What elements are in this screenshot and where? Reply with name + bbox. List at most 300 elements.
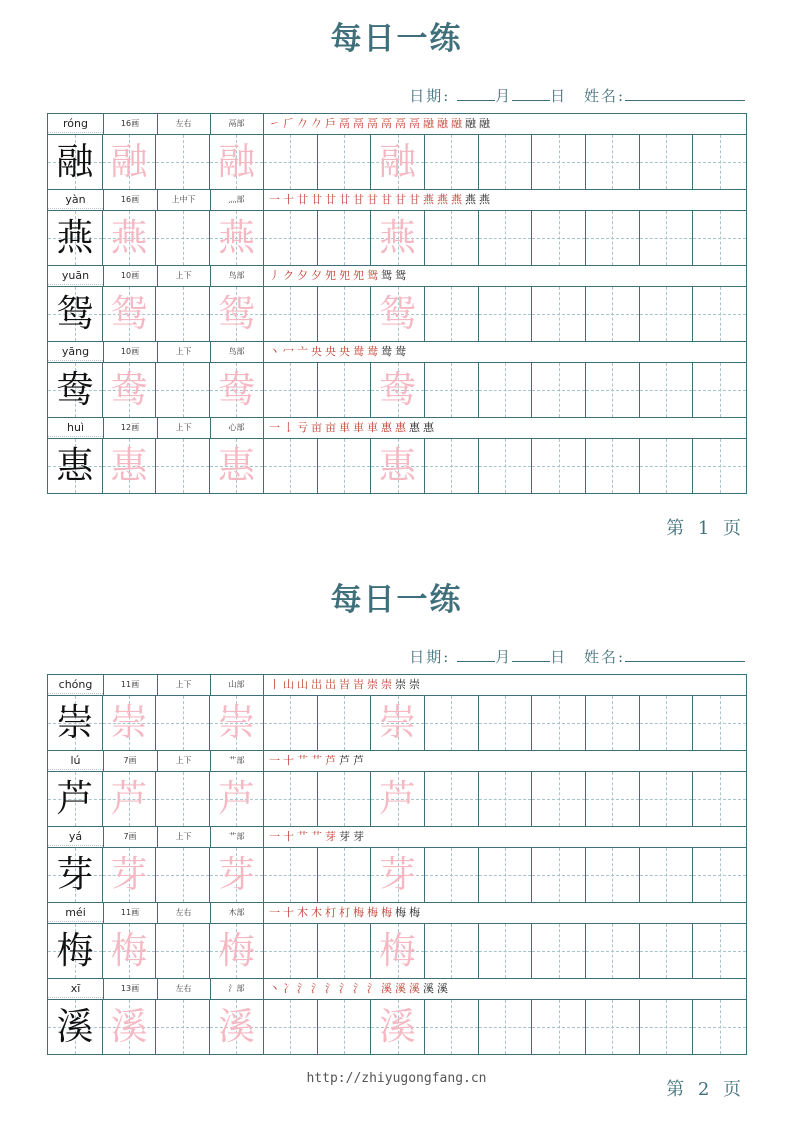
writing-box[interactable] — [478, 1000, 532, 1054]
writing-box[interactable] — [317, 363, 371, 417]
stroke-order-step: 鬲 — [409, 117, 420, 130]
stroke-order-step: 甘 — [367, 193, 378, 206]
writing-box[interactable] — [263, 287, 317, 341]
writing-box[interactable] — [317, 1000, 371, 1054]
stroke-order-step: 鬲 — [381, 117, 392, 130]
writing-box[interactable] — [370, 772, 424, 826]
stroke-order-step: 甘 — [381, 193, 392, 206]
column-divider — [103, 342, 104, 362]
writing-box[interactable] — [102, 287, 156, 341]
stroke-order-step: 亩 — [325, 421, 336, 434]
stroke-order-step: 梅 — [381, 906, 392, 919]
pinyin-label: lú — [48, 751, 103, 770]
trace-character: 鸯 — [217, 368, 255, 411]
pinyin-label: yuān — [48, 266, 103, 285]
writing-box[interactable] — [478, 772, 532, 826]
stroke-order-step: 艹 — [297, 830, 308, 843]
writing-box[interactable] — [478, 848, 532, 902]
column-divider — [210, 114, 211, 134]
writing-box[interactable] — [478, 211, 532, 265]
character-info-row — [48, 750, 746, 771]
writing-box[interactable] — [155, 1000, 209, 1054]
writing-box[interactable] — [639, 363, 693, 417]
stroke-order-step: 鬲 — [353, 117, 364, 130]
stroke-order-sequence — [269, 979, 451, 999]
writing-box[interactable] — [317, 924, 371, 978]
model-character: 梅 — [56, 929, 94, 972]
writing-box[interactable] — [692, 772, 746, 826]
writing-box[interactable] — [478, 439, 532, 493]
writing-box[interactable] — [478, 287, 532, 341]
writing-box[interactable] — [692, 363, 746, 417]
stroke-order-step: 氵 — [339, 982, 350, 995]
month-label: 月 — [495, 87, 513, 105]
character-info-row — [48, 417, 746, 438]
writing-box[interactable] — [424, 924, 478, 978]
writing-box[interactable] — [155, 439, 209, 493]
radical-label: 艹部 — [228, 756, 245, 765]
stroke-order-step: 惠 — [381, 421, 392, 434]
radical-label: 灬部 — [228, 195, 245, 204]
column-divider — [210, 418, 211, 438]
writing-box[interactable] — [263, 439, 317, 493]
radical-label: 木部 — [228, 908, 245, 917]
stroke-order-step: 亏 — [297, 421, 308, 434]
model-character-box — [48, 287, 102, 341]
writing-box[interactable] — [531, 363, 585, 417]
structure-label: 上下 — [175, 680, 192, 689]
stroke-order-step: 夕 — [311, 269, 322, 282]
stroke-order-step: 融 — [437, 117, 448, 130]
stroke-order-step: 融 — [465, 117, 476, 130]
day-blank — [512, 86, 550, 101]
stroke-count: 16画 — [120, 195, 140, 204]
stroke-order-step: 夗 — [339, 269, 350, 282]
writing-box[interactable] — [370, 696, 424, 750]
stroke-order-step: 冖 — [283, 345, 294, 358]
stroke-count: 7画 — [123, 756, 137, 765]
trace-character: 燕 — [379, 216, 417, 259]
writing-box[interactable] — [263, 696, 317, 750]
stroke-order-step: 山 — [297, 678, 308, 691]
model-character-box — [48, 696, 102, 750]
worksheet-title: 每日一练 — [330, 582, 463, 618]
column-divider — [210, 751, 211, 771]
column-divider — [103, 190, 104, 210]
trace-character: 溪 — [217, 1005, 255, 1048]
stroke-order-step: 芽 — [325, 830, 336, 843]
writing-box[interactable] — [317, 211, 371, 265]
stroke-order-step: 惠 — [423, 421, 434, 434]
writing-box-row — [48, 999, 746, 1054]
writing-box[interactable] — [155, 848, 209, 902]
column-divider — [210, 675, 211, 695]
writing-box[interactable] — [155, 696, 209, 750]
column-divider — [157, 266, 158, 286]
practice-grid — [47, 113, 747, 494]
worksheet-title: 每日一练 — [330, 21, 463, 57]
writing-box[interactable] — [102, 772, 156, 826]
model-character-box — [48, 848, 102, 902]
writing-box[interactable] — [424, 772, 478, 826]
writing-box[interactable] — [155, 772, 209, 826]
column-divider — [157, 827, 158, 847]
radical-label: 鬲部 — [228, 119, 245, 128]
writing-box[interactable] — [424, 211, 478, 265]
stroke-count: 12画 — [120, 423, 140, 432]
writing-box[interactable] — [370, 363, 424, 417]
writing-box[interactable] — [531, 211, 585, 265]
writing-box[interactable] — [692, 287, 746, 341]
writing-box[interactable] — [317, 848, 371, 902]
stroke-order-step: 融 — [451, 117, 462, 130]
writing-box[interactable] — [585, 287, 639, 341]
writing-box[interactable] — [102, 211, 156, 265]
trace-character: 燕 — [110, 216, 148, 259]
writing-box[interactable] — [585, 924, 639, 978]
structure-label: 上下 — [175, 347, 192, 356]
column-divider — [157, 903, 158, 923]
writing-box[interactable] — [585, 135, 639, 189]
writing-box[interactable] — [478, 696, 532, 750]
column-divider — [210, 979, 211, 999]
column-divider — [157, 979, 158, 999]
stroke-count: 10画 — [120, 347, 140, 356]
stroke-order-step: 惠 — [395, 421, 406, 434]
stroke-order-step: 亩 — [311, 421, 322, 434]
stroke-order-step: 十 — [283, 830, 294, 843]
column-divider — [210, 342, 211, 362]
stroke-order-step: 梅 — [353, 906, 364, 919]
stroke-order-step: 氵 — [367, 982, 378, 995]
writing-box[interactable] — [424, 135, 478, 189]
writing-box[interactable] — [585, 772, 639, 826]
pinyin-label: huì — [48, 418, 103, 437]
day-blank — [512, 647, 550, 662]
writing-box[interactable] — [209, 287, 263, 341]
writing-box[interactable] — [424, 439, 478, 493]
stroke-order-step: 崇 — [367, 678, 378, 691]
writing-box[interactable] — [209, 135, 263, 189]
stroke-order-step: 鸯 — [367, 345, 378, 358]
writing-box[interactable] — [155, 135, 209, 189]
writing-box[interactable] — [692, 439, 746, 493]
writing-box[interactable] — [370, 439, 424, 493]
stroke-order-step: 艹 — [297, 754, 308, 767]
trace-character: 梅 — [110, 929, 148, 972]
writing-box[interactable] — [155, 924, 209, 978]
stroke-order-sequence — [269, 342, 409, 362]
writing-box[interactable] — [585, 1000, 639, 1054]
model-character: 芽 — [56, 853, 94, 896]
writing-box-row — [48, 286, 746, 341]
writing-box[interactable] — [478, 135, 532, 189]
writing-box[interactable] — [692, 924, 746, 978]
trace-character: 溪 — [110, 1005, 148, 1048]
stroke-order-step: 融 — [423, 117, 434, 130]
stroke-order-step: 𠂊 — [297, 117, 308, 130]
writing-box[interactable] — [263, 1000, 317, 1054]
trace-character: 惠 — [217, 444, 255, 487]
date-label: 日期: — [409, 87, 451, 105]
writing-box[interactable] — [639, 211, 693, 265]
writing-box[interactable] — [155, 211, 209, 265]
source-url[interactable]: http://zhiyugongfang.cn — [306, 1071, 487, 1086]
writing-box[interactable] — [102, 924, 156, 978]
writing-box[interactable] — [317, 287, 371, 341]
writing-box[interactable] — [531, 848, 585, 902]
model-character: 溪 — [56, 1005, 94, 1048]
model-character-box — [48, 439, 102, 493]
stroke-order-step: 岀 — [311, 678, 322, 691]
writing-box[interactable] — [639, 696, 693, 750]
trace-character: 溪 — [379, 1005, 417, 1048]
pinyin-label: chóng — [48, 675, 103, 694]
writing-box[interactable] — [531, 1000, 585, 1054]
writing-box[interactable] — [424, 696, 478, 750]
stroke-order-step: 車 — [353, 421, 364, 434]
writing-box[interactable] — [639, 1000, 693, 1054]
stroke-order-step: 木 — [311, 906, 322, 919]
writing-box[interactable] — [155, 287, 209, 341]
column-divider — [263, 675, 264, 695]
model-character-box — [48, 1000, 102, 1054]
trace-character: 鸳 — [110, 292, 148, 335]
month-blank — [457, 647, 495, 662]
writing-box[interactable] — [424, 1000, 478, 1054]
model-character: 惠 — [56, 444, 94, 487]
model-character-box — [48, 211, 102, 265]
stroke-order-step: 山 — [283, 678, 294, 691]
structure-label: 左右 — [175, 984, 192, 993]
stroke-order-step: 央 — [325, 345, 336, 358]
stroke-order-step: 氵 — [325, 982, 336, 995]
stroke-order-step: 燕 — [423, 193, 434, 206]
writing-box[interactable] — [263, 363, 317, 417]
name-label: 姓名: — [583, 648, 625, 666]
writing-box[interactable] — [209, 1000, 263, 1054]
stroke-order-step: 夗 — [325, 269, 336, 282]
model-character: 崇 — [56, 701, 94, 744]
writing-box[interactable] — [209, 211, 263, 265]
writing-box[interactable] — [531, 135, 585, 189]
stroke-order-step: 車 — [339, 421, 350, 434]
stroke-order-step: 氵 — [353, 982, 364, 995]
pinyin-label: méi — [48, 903, 103, 922]
stroke-order-step: 一 — [269, 421, 280, 434]
stroke-order-step: 鬲 — [395, 117, 406, 130]
writing-box[interactable] — [639, 848, 693, 902]
writing-box[interactable] — [531, 439, 585, 493]
writing-box[interactable] — [370, 287, 424, 341]
writing-box[interactable] — [102, 363, 156, 417]
writing-box[interactable] — [585, 696, 639, 750]
trace-character: 鸳 — [379, 292, 417, 335]
column-divider — [210, 266, 211, 286]
writing-box[interactable] — [263, 135, 317, 189]
model-character-box — [48, 363, 102, 417]
stroke-order-step: 戶 — [325, 117, 336, 130]
writing-box[interactable] — [370, 211, 424, 265]
stroke-order-step: 廿 — [311, 193, 322, 206]
stroke-order-step: 鬲 — [339, 117, 350, 130]
structure-label: 左右 — [175, 119, 192, 128]
writing-box-row — [48, 210, 746, 265]
writing-box[interactable] — [102, 848, 156, 902]
structure-label: 上下 — [175, 832, 192, 841]
writing-box[interactable] — [263, 924, 317, 978]
trace-character: 融 — [217, 140, 255, 183]
writing-box[interactable] — [478, 924, 532, 978]
writing-box[interactable] — [531, 696, 585, 750]
model-character: 芦 — [56, 777, 94, 820]
writing-box[interactable] — [585, 363, 639, 417]
writing-box[interactable] — [692, 848, 746, 902]
stroke-order-step: 𠄌 — [283, 421, 294, 434]
writing-box[interactable] — [531, 287, 585, 341]
stroke-order-step: 十 — [283, 906, 294, 919]
character-info-row — [48, 341, 746, 362]
writing-box[interactable] — [531, 924, 585, 978]
stroke-order-step: 央 — [339, 345, 350, 358]
stroke-order-step: 丶 — [269, 345, 280, 358]
stroke-order-step: 峕 — [339, 678, 350, 691]
writing-box[interactable] — [209, 363, 263, 417]
stroke-order-step: 燕 — [451, 193, 462, 206]
writing-box[interactable] — [317, 696, 371, 750]
stroke-order-step: 𠂆 — [283, 117, 294, 130]
writing-box[interactable] — [102, 1000, 156, 1054]
date-name-line — [409, 85, 745, 106]
writing-box[interactable] — [424, 363, 478, 417]
writing-box[interactable] — [692, 696, 746, 750]
column-divider — [263, 114, 264, 134]
writing-box[interactable] — [692, 135, 746, 189]
stroke-order-step: 燕 — [479, 193, 490, 206]
writing-box[interactable] — [585, 211, 639, 265]
stroke-order-step: 梅 — [395, 906, 406, 919]
writing-box[interactable] — [478, 363, 532, 417]
stroke-order-step: ㇀ — [269, 117, 280, 130]
trace-character: 芦 — [379, 777, 417, 820]
page-number: 第 1 页 — [666, 518, 745, 539]
writing-box[interactable] — [531, 772, 585, 826]
writing-box[interactable] — [639, 287, 693, 341]
stroke-order-step: 芽 — [339, 830, 350, 843]
trace-character: 鸳 — [217, 292, 255, 335]
stroke-order-step: 燕 — [437, 193, 448, 206]
stroke-order-step: 一 — [269, 193, 280, 206]
writing-box[interactable] — [263, 848, 317, 902]
column-divider — [103, 266, 104, 286]
column-divider — [157, 418, 158, 438]
column-divider — [210, 190, 211, 210]
stroke-order-step: 融 — [479, 117, 490, 130]
writing-box[interactable] — [692, 1000, 746, 1054]
model-character-box — [48, 772, 102, 826]
writing-box[interactable] — [370, 135, 424, 189]
writing-box[interactable] — [317, 135, 371, 189]
stroke-order-step: 𠂊 — [311, 117, 322, 130]
trace-character: 惠 — [110, 444, 148, 487]
writing-box[interactable] — [424, 287, 478, 341]
stroke-order-step: 廿 — [339, 193, 350, 206]
stroke-order-step: 溪 — [395, 982, 406, 995]
radical-label: 鸟部 — [228, 271, 245, 280]
writing-box[interactable] — [209, 696, 263, 750]
model-character-box — [48, 924, 102, 978]
name-blank — [625, 647, 745, 662]
stroke-order-step: 梅 — [409, 906, 420, 919]
pinyin-label: yāng — [48, 342, 103, 361]
writing-box[interactable] — [209, 848, 263, 902]
writing-box[interactable] — [639, 135, 693, 189]
writing-box[interactable] — [263, 772, 317, 826]
writing-box[interactable] — [209, 439, 263, 493]
stroke-order-step: 溪 — [423, 982, 434, 995]
writing-box[interactable] — [370, 1000, 424, 1054]
writing-box[interactable] — [639, 439, 693, 493]
writing-box[interactable] — [155, 363, 209, 417]
writing-box[interactable] — [692, 211, 746, 265]
writing-box[interactable] — [639, 772, 693, 826]
stroke-order-step: 一 — [269, 830, 280, 843]
writing-box[interactable] — [102, 135, 156, 189]
month-blank — [457, 86, 495, 101]
trace-character: 梅 — [379, 929, 417, 972]
writing-box[interactable] — [102, 696, 156, 750]
column-divider — [103, 903, 104, 923]
writing-box[interactable] — [102, 439, 156, 493]
column-divider — [210, 827, 211, 847]
day-label: 日 — [550, 87, 568, 105]
stroke-order-step: 崇 — [381, 678, 392, 691]
stroke-count: 13画 — [120, 984, 140, 993]
stroke-count: 11画 — [120, 908, 140, 917]
radical-label: 山部 — [228, 680, 245, 689]
radical-label: 心部 — [228, 423, 245, 432]
writing-box-row — [48, 923, 746, 978]
writing-box[interactable] — [370, 848, 424, 902]
column-divider — [103, 418, 104, 438]
column-divider — [263, 751, 264, 771]
stroke-order-step: 夕 — [297, 269, 308, 282]
writing-box[interactable] — [639, 924, 693, 978]
stroke-order-step: 鸳 — [381, 269, 392, 282]
writing-box[interactable] — [209, 772, 263, 826]
writing-box[interactable] — [424, 848, 478, 902]
column-divider — [157, 751, 158, 771]
writing-box[interactable] — [209, 924, 263, 978]
stroke-count: 7画 — [123, 832, 137, 841]
writing-box[interactable] — [585, 439, 639, 493]
trace-character: 融 — [110, 140, 148, 183]
character-info-row — [48, 265, 746, 286]
writing-box[interactable] — [317, 439, 371, 493]
writing-box[interactable] — [263, 211, 317, 265]
model-character: 燕 — [56, 216, 94, 259]
structure-label: 上中下 — [171, 195, 196, 204]
column-divider — [157, 114, 158, 134]
writing-box[interactable] — [585, 848, 639, 902]
stroke-order-step: 一 — [269, 754, 280, 767]
stroke-order-sequence — [269, 675, 423, 695]
writing-box[interactable] — [317, 772, 371, 826]
writing-box[interactable] — [370, 924, 424, 978]
date-name-line — [409, 646, 745, 667]
column-divider — [263, 827, 264, 847]
trace-character: 惠 — [379, 444, 417, 487]
